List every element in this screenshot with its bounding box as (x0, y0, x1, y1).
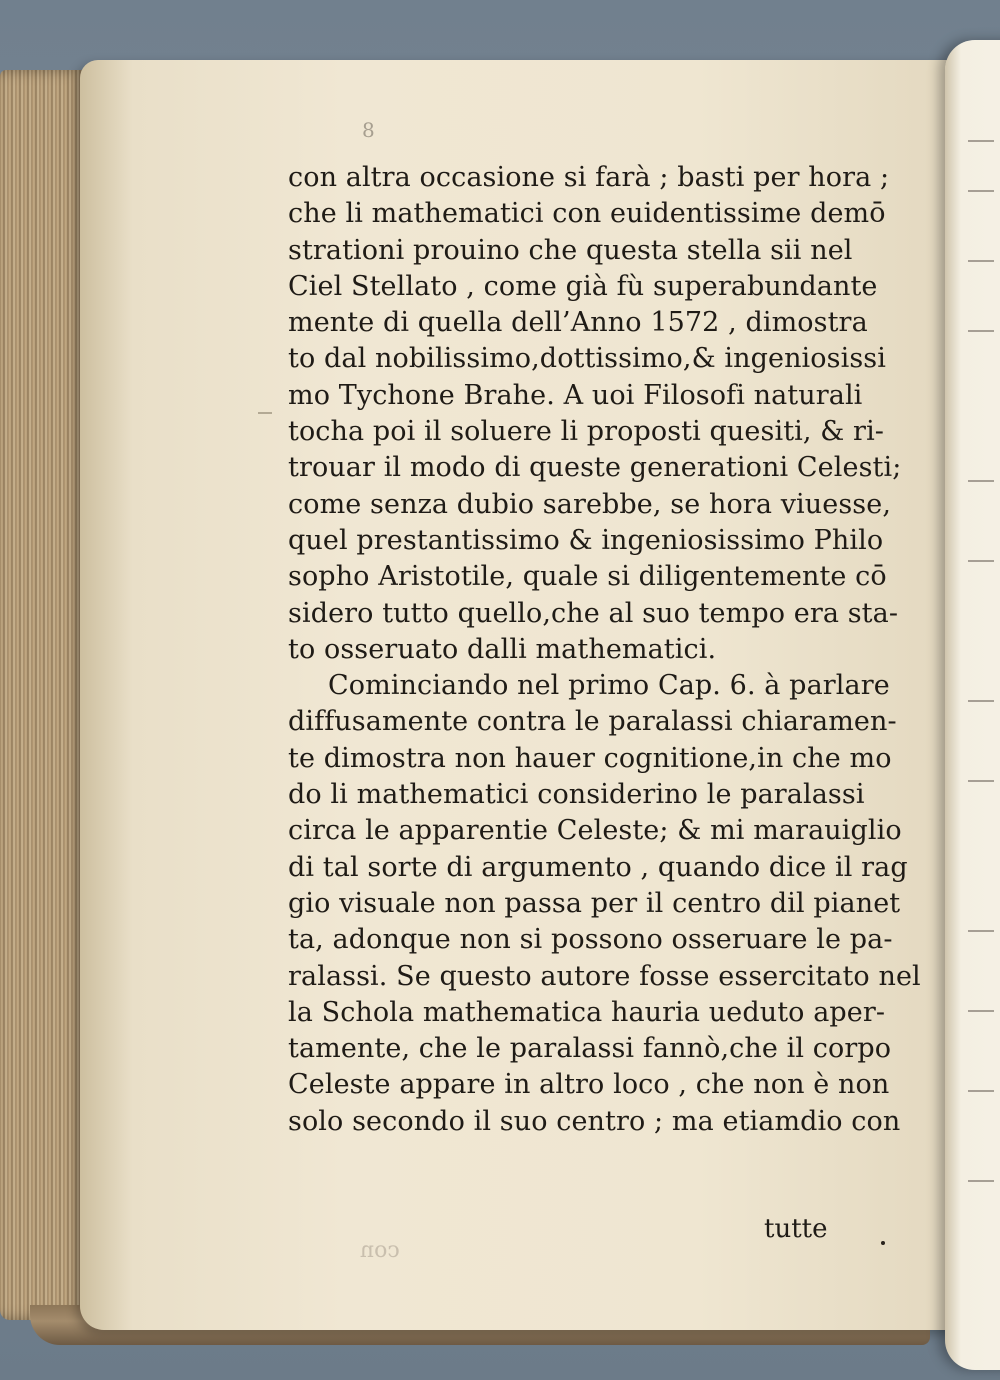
facing-page-text-fragment (968, 1010, 994, 1012)
text-line: circa le apparentie Celeste; & mi marauiglio (288, 815, 902, 847)
text-line: te dimostra non hauer cognitione,in che mo (288, 742, 892, 774)
page-number: 8 (362, 118, 375, 142)
text-line: trouar il modo di queste generationi Celesti; (288, 452, 902, 484)
text-line: di tal sorte di argumento , quando dice il rag (288, 851, 908, 883)
text-line: che li mathematici con euidentissime demō (288, 198, 886, 230)
text-line: Ciel Stellato , come già fù superabundante (288, 270, 878, 302)
text-line: tocha poi il soluere li proposti quesiti, & ri- (288, 416, 885, 448)
text-line: strationi prouino che questa stella sii nel (288, 234, 853, 266)
text-line: solo secondo il suo centro ; ma etiamdio con (288, 1105, 901, 1137)
text-line: tamente, che le paralassi fannò,che il corpo (288, 1033, 892, 1065)
text-line: con altra occasione si farà ; basti per hora ; (288, 162, 890, 193)
catchword: tutte (764, 1214, 828, 1244)
paragraph-start-line: Cominciando nel primo Cap. 6. à parlare (328, 670, 890, 702)
text-line: la Schola mathematica hauria ueduto aper- (288, 996, 886, 1028)
text-line: Celeste appare in altro loco , che non è non (288, 1069, 890, 1101)
facing-page-text-fragment (968, 780, 994, 782)
facing-page-text-fragment (968, 1090, 994, 1092)
text-line: ta, adonque non si possono osseruare le pa- (288, 924, 893, 956)
facing-page (945, 40, 1000, 1370)
facing-page-text-fragment (968, 190, 994, 192)
text-line: sidero tutto quello,che al suo tempo era sta- (288, 597, 899, 629)
text-line: quel prestantissimo & ingeniosissimo Philo (288, 524, 884, 556)
text-line: do li mathematici considerino le paralassi (288, 779, 865, 811)
text-line: diffusamente contra le paralassi chiaramen- (288, 706, 897, 738)
margin-mark (258, 412, 272, 414)
facing-page-text-fragment (968, 260, 994, 262)
facing-page-text-fragment (968, 140, 994, 142)
facing-page-text-fragment (968, 700, 994, 702)
facing-page-text-fragment (968, 560, 994, 562)
body-text (288, 160, 921, 1140)
bleed-through-text: con (360, 1238, 400, 1263)
text-line: ralassi. Se questo autore fosse essercitato nel (288, 960, 921, 992)
text-line: to dal nobilissimo,dottissimo,& ingeniosissi (288, 343, 886, 375)
facing-page-text-fragment (968, 1180, 994, 1182)
page-edges (0, 70, 90, 1320)
facing-page-text-fragment (968, 330, 994, 332)
ink-spot (881, 1241, 885, 1245)
text-line: mente di quella dell’Anno 1572 , dimostra (288, 307, 868, 339)
text-line: sopho Aristotile, quale si diligentemente cō (288, 561, 887, 593)
text-line: to osseruato dalli mathematici. (288, 633, 717, 665)
facing-page-text-fragment (968, 480, 994, 482)
facing-page-text-fragment (968, 930, 994, 932)
text-line: gio visuale non passa per il centro dil pianet (288, 887, 901, 919)
text-line: come senza dubio sarebbe, se hora viuesse, (288, 488, 892, 520)
text-line: mo Tychone Brahe. A uoi Filosofi naturali (288, 379, 863, 411)
